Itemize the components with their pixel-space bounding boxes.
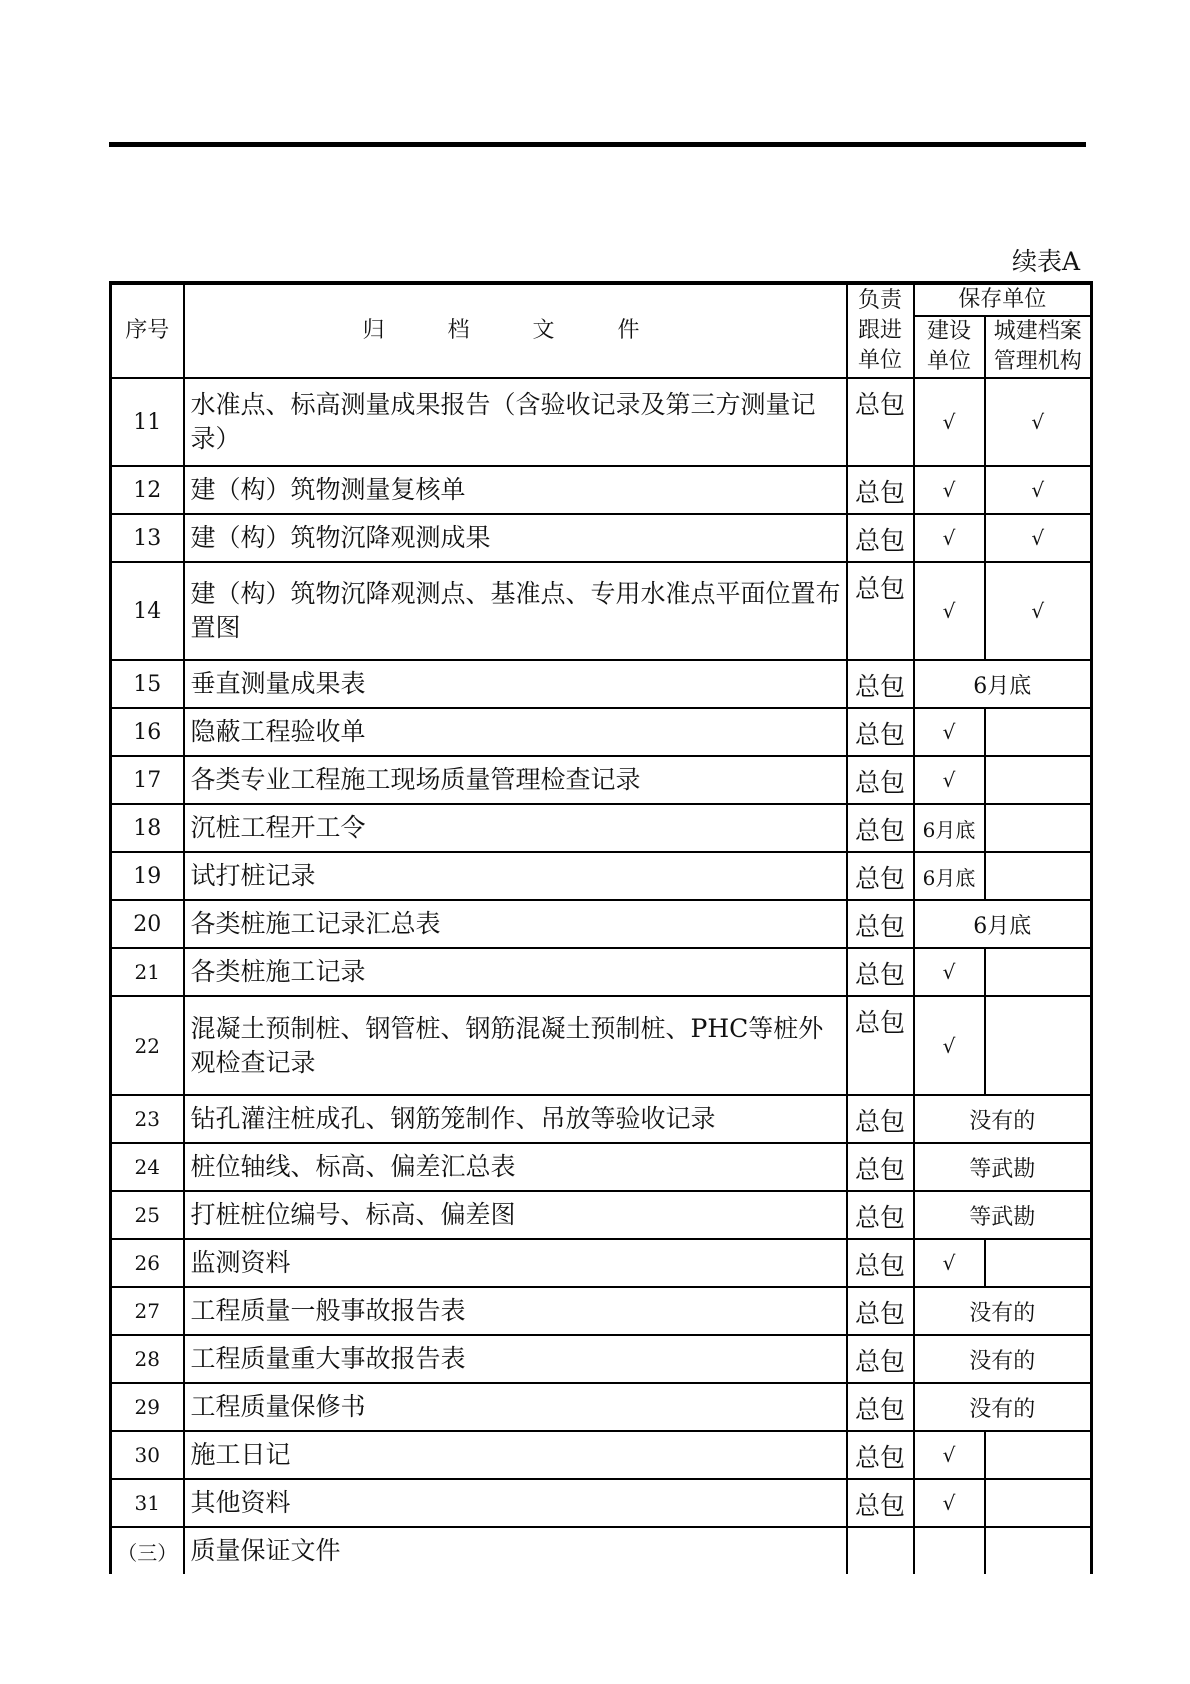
row-construction-unit-mark: √ [914, 378, 985, 466]
table-row [111, 660, 1092, 708]
row-archive-agency-mark: √ [985, 466, 1092, 514]
row-responsible-unit: 总包 [847, 1095, 914, 1143]
row-number: 29 [111, 1383, 184, 1431]
row-construction-unit-mark: √ [914, 514, 985, 562]
table-row [111, 1239, 1092, 1287]
row-responsible-unit: 总包 [847, 660, 914, 708]
continued-table-label: 续表A [1011, 247, 1080, 276]
header-docs [184, 283, 847, 378]
row-document-name: 施工日记 [184, 1431, 847, 1479]
header-archive-agency-line: 管理机构 [993, 349, 1082, 374]
row-number: 17 [111, 756, 184, 804]
row-construction-unit-mark: √ [914, 1239, 985, 1287]
row-document-name: 建（构）筑物测量复核单 [184, 466, 847, 514]
table-row [111, 1287, 1092, 1335]
row-number: 28 [111, 1335, 184, 1383]
header-seq: 序号 [111, 283, 184, 378]
row-storage-note: 等武勘 [914, 1191, 1092, 1239]
row-responsible-unit: 总包 [847, 514, 914, 562]
row-archive-agency-mark: √ [985, 562, 1092, 660]
row-document-name: 各类桩施工记录汇总表 [184, 900, 847, 948]
row-document-name: 隐蔽工程验收单 [184, 708, 847, 756]
row-storage-note: 没有的 [914, 1335, 1092, 1383]
row-responsible-unit: 总包 [847, 1191, 914, 1239]
row-document-name: 混凝土预制桩、钢管桩、钢筋混凝土预制桩、PHC等桩外观检查记录 [184, 996, 847, 1095]
row-number: 27 [111, 1287, 184, 1335]
header-construction-unit [914, 316, 985, 378]
row-storage-note: 等武勘 [914, 1143, 1092, 1191]
row-document-name: 质量保证文件 [184, 1527, 847, 1574]
row-number: （三） [111, 1527, 184, 1574]
row-number: 21 [111, 948, 184, 996]
row-number: 23 [111, 1095, 184, 1143]
header-docs-label: 归 档 文 件 [362, 318, 668, 343]
row-responsible-unit: 总包 [847, 900, 914, 948]
row-archive-agency-mark [985, 1431, 1092, 1479]
row-construction-unit-mark: √ [914, 1479, 985, 1527]
table-row [111, 1479, 1092, 1527]
header-responsible-line: 跟进 [857, 318, 902, 343]
row-number: 15 [111, 660, 184, 708]
header-responsible [847, 283, 914, 378]
row-document-name: 监测资料 [184, 1239, 847, 1287]
row-archive-agency-mark [985, 708, 1092, 756]
row-document-name: 试打桩记录 [184, 852, 847, 900]
row-document-name: 其他资料 [184, 1479, 847, 1527]
table-row [111, 804, 1092, 852]
row-document-name: 垂直测量成果表 [184, 660, 847, 708]
row-archive-agency-mark [985, 852, 1092, 900]
row-storage-note: 6月底 [914, 660, 1092, 708]
table-row [111, 1527, 1092, 1574]
row-document-name: 工程质量重大事故报告表 [184, 1335, 847, 1383]
row-archive-agency-mark [985, 804, 1092, 852]
row-responsible-unit: 总包 [847, 562, 914, 660]
row-construction-unit-mark: √ [914, 708, 985, 756]
row-construction-unit-mark [914, 1527, 985, 1574]
row-responsible-unit [847, 1527, 914, 1574]
table-row [111, 996, 1092, 1095]
row-document-name: 建（构）筑物沉降观测成果 [184, 514, 847, 562]
header-responsible-line: 负责 [857, 288, 902, 313]
row-number: 19 [111, 852, 184, 900]
row-storage-note: 没有的 [914, 1383, 1092, 1431]
row-responsible-unit: 总包 [847, 996, 914, 1095]
table-row [111, 466, 1092, 514]
table-row [111, 1383, 1092, 1431]
header-responsible-line: 单位 [857, 348, 902, 373]
row-document-name: 工程质量保修书 [184, 1383, 847, 1431]
row-responsible-unit: 总包 [847, 1479, 914, 1527]
row-responsible-unit: 总包 [847, 378, 914, 466]
row-responsible-unit: 总包 [847, 756, 914, 804]
row-responsible-unit: 总包 [847, 948, 914, 996]
row-responsible-unit: 总包 [847, 466, 914, 514]
row-responsible-unit: 总包 [847, 852, 914, 900]
row-document-name: 水准点、标高测量成果报告（含验收记录及第三方测量记录） [184, 378, 847, 466]
table-row [111, 852, 1092, 900]
row-number: 22 [111, 996, 184, 1095]
table-row [111, 948, 1092, 996]
row-responsible-unit: 总包 [847, 804, 914, 852]
row-responsible-unit: 总包 [847, 1383, 914, 1431]
table-row [111, 900, 1092, 948]
row-number: 12 [111, 466, 184, 514]
row-number: 26 [111, 1239, 184, 1287]
row-document-name: 桩位轴线、标高、偏差汇总表 [184, 1143, 847, 1191]
row-responsible-unit: 总包 [847, 708, 914, 756]
row-storage-note: 6月底 [914, 900, 1092, 948]
row-document-name: 打桩桩位编号、标高、偏差图 [184, 1191, 847, 1239]
header-archive-agency-line: 城建档案 [993, 319, 1082, 344]
row-construction-unit-mark: √ [914, 996, 985, 1095]
row-construction-unit-mark: √ [914, 1431, 985, 1479]
header-row-1 [111, 283, 1092, 316]
row-construction-unit-mark: √ [914, 948, 985, 996]
row-storage-note: 没有的 [914, 1095, 1092, 1143]
table-row [111, 562, 1092, 660]
row-document-name: 钻孔灌注桩成孔、钢筋笼制作、吊放等验收记录 [184, 1095, 847, 1143]
row-number: 31 [111, 1479, 184, 1527]
header-construction-unit-line: 单位 [926, 349, 971, 374]
row-responsible-unit: 总包 [847, 1287, 914, 1335]
row-construction-unit-mark: 6月底 [914, 804, 985, 852]
row-document-name: 建（构）筑物沉降观测点、基准点、专用水准点平面位置布置图 [184, 562, 847, 660]
table-row [111, 1191, 1092, 1239]
row-responsible-unit: 总包 [847, 1431, 914, 1479]
row-responsible-unit: 总包 [847, 1335, 914, 1383]
table-row [111, 756, 1092, 804]
row-number: 13 [111, 514, 184, 562]
top-rule [109, 142, 1086, 147]
header-storage: 保存单位 [914, 283, 1092, 316]
row-archive-agency-mark: √ [985, 378, 1092, 466]
header-archive-agency [985, 316, 1092, 378]
row-number: 20 [111, 900, 184, 948]
row-number: 24 [111, 1143, 184, 1191]
row-archive-agency-mark [985, 1479, 1092, 1527]
row-construction-unit-mark: √ [914, 466, 985, 514]
table-row [111, 708, 1092, 756]
row-archive-agency-mark [985, 948, 1092, 996]
row-archive-agency-mark [985, 756, 1092, 804]
row-responsible-unit: 总包 [847, 1143, 914, 1191]
row-responsible-unit: 总包 [847, 1239, 914, 1287]
row-archive-agency-mark: √ [985, 514, 1092, 562]
table-row [111, 1335, 1092, 1383]
row-document-name: 工程质量一般事故报告表 [184, 1287, 847, 1335]
row-archive-agency-mark [985, 1527, 1092, 1574]
table-row [111, 1095, 1092, 1143]
row-number: 11 [111, 378, 184, 466]
row-construction-unit-mark: √ [914, 756, 985, 804]
row-construction-unit-mark: 6月底 [914, 852, 985, 900]
row-document-name: 各类专业工程施工现场质量管理检查记录 [184, 756, 847, 804]
header-construction-unit-line: 建设 [926, 319, 971, 344]
row-number: 25 [111, 1191, 184, 1239]
row-number: 18 [111, 804, 184, 852]
row-number: 14 [111, 562, 184, 660]
row-document-name: 各类桩施工记录 [184, 948, 847, 996]
table-row [111, 1431, 1092, 1479]
table-row [111, 378, 1092, 466]
row-number: 30 [111, 1431, 184, 1479]
row-document-name: 沉桩工程开工令 [184, 804, 847, 852]
row-storage-note: 没有的 [914, 1287, 1092, 1335]
row-archive-agency-mark [985, 1239, 1092, 1287]
row-archive-agency-mark [985, 996, 1092, 1095]
table-row [111, 1143, 1092, 1191]
row-construction-unit-mark: √ [914, 562, 985, 660]
archive-documents-table [109, 281, 1093, 1574]
table-row [111, 514, 1092, 562]
row-number: 16 [111, 708, 184, 756]
